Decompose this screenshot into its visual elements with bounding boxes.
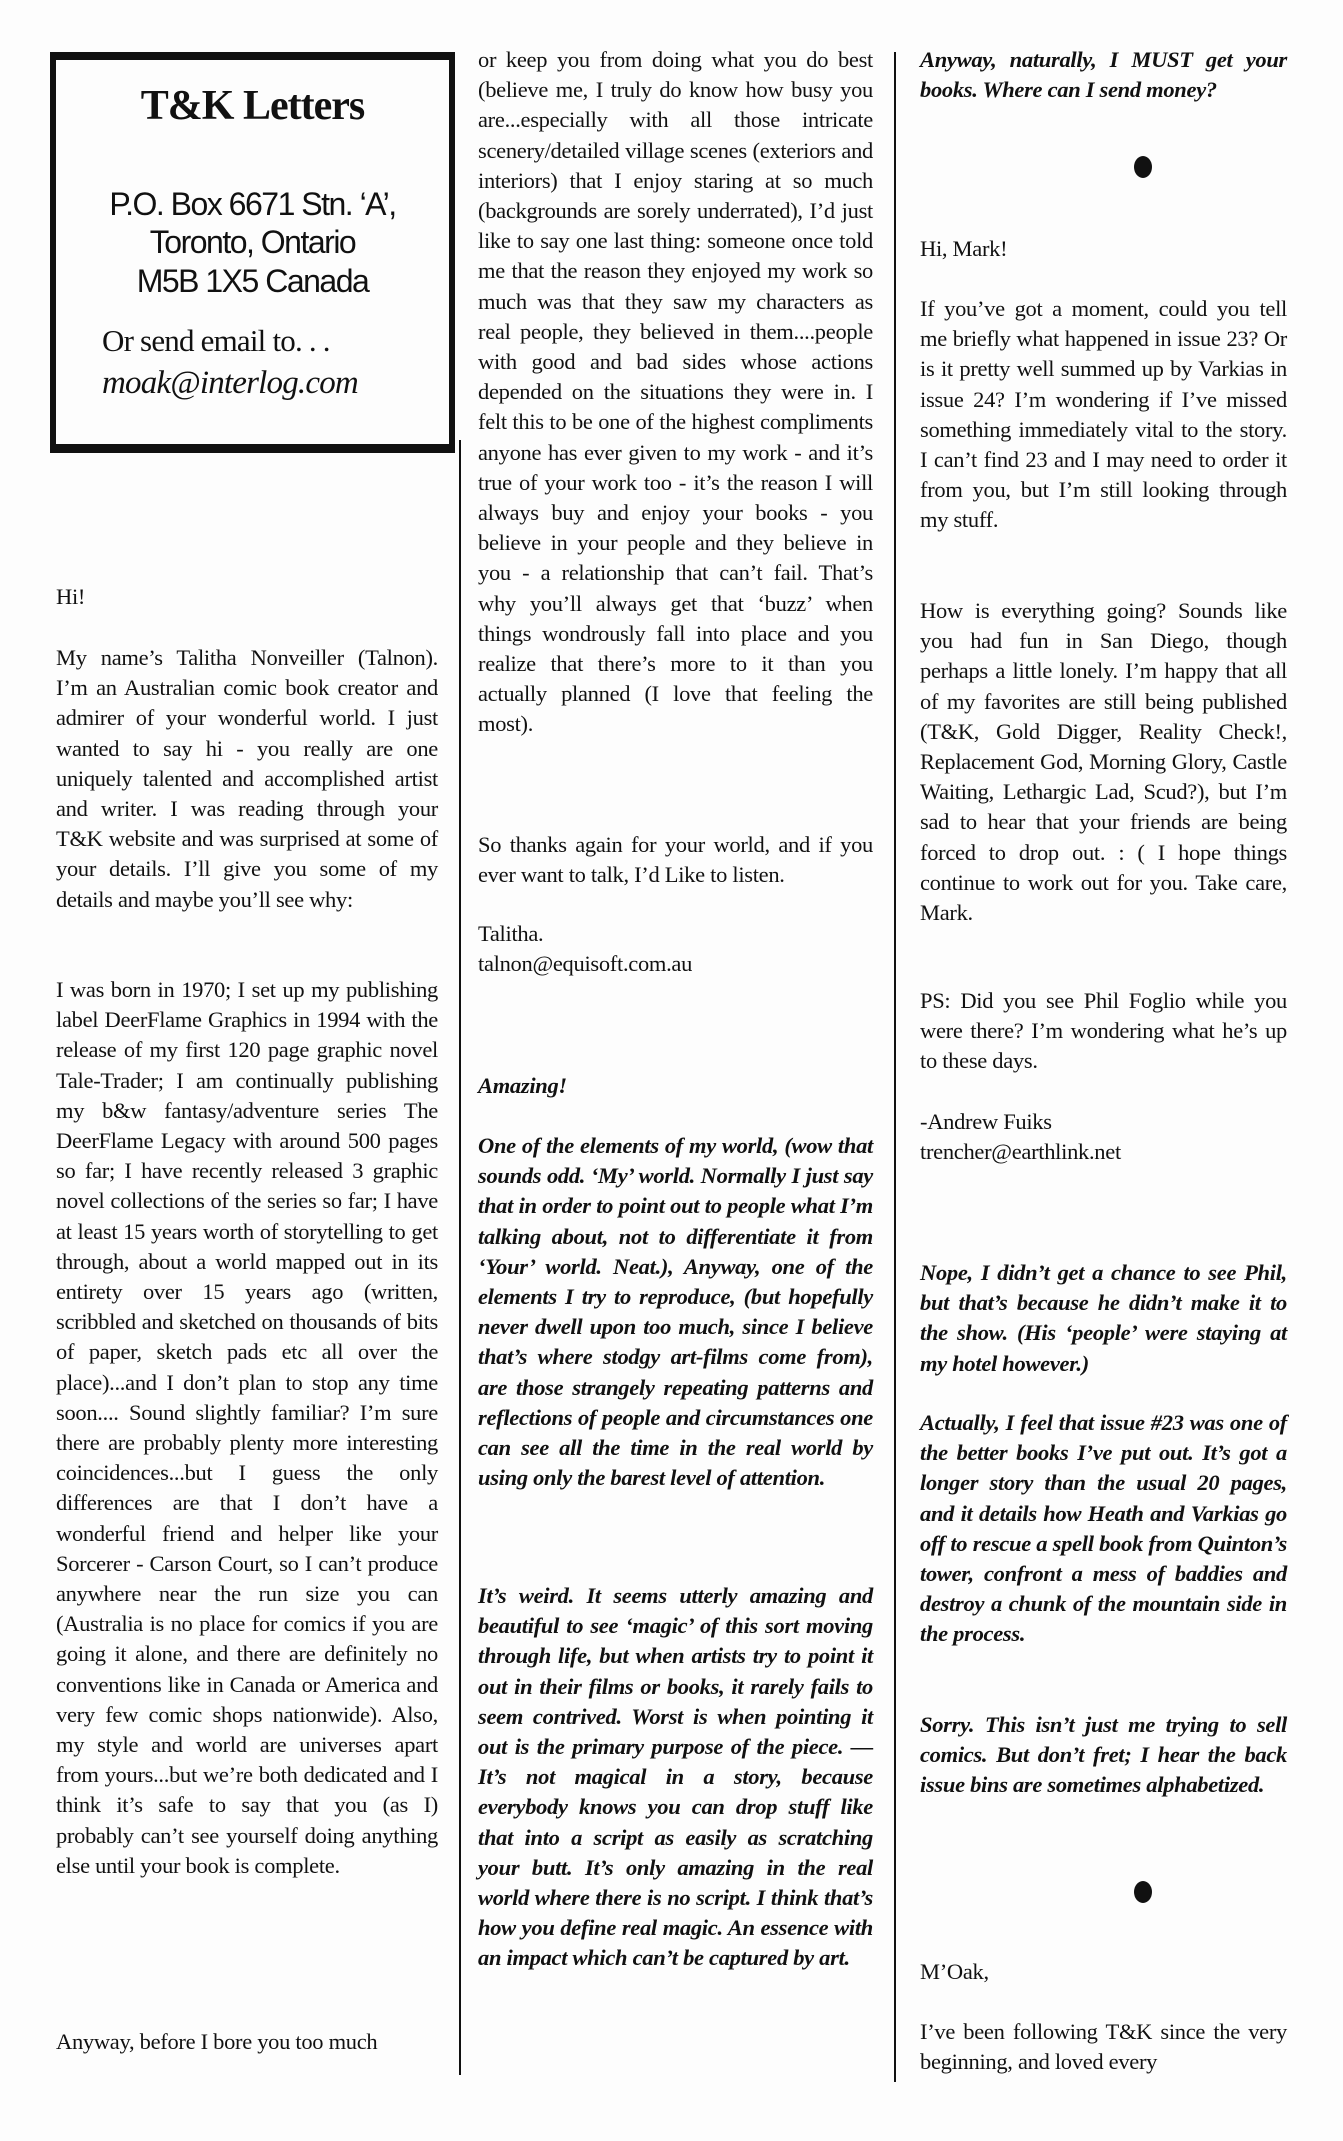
address-box <box>50 52 455 453</box>
reply-paragraph: Nope, I didn’t get a chance to see Phil, but that’s because he didn’t make it to the show. (His ‘people’ were staying at my hotel however.) <box>920 1260 1287 1376</box>
letter-paragraph: If you’ve got a moment, could you tell me briefly what happened in issue 23? Or is it pretty well summed up by Varkias in issue 24? I’m wondering if I’ve missed something immediately vital to the story. I can’t find 23 and I may need to order it from you, but I’m still looking through my stuff. <box>920 296 1287 533</box>
reply-paragraph: Actually, I feel that issue #23 was one of the better books I’ve put out. It’s got a longer story than the usual 20 pages, and it details how Heath and Varkias go off to rescue a spell book from Quinton’s tower, confront a mess of baddies and destroy a chunk of the mountain side in the process. <box>920 1410 1287 1647</box>
letter-paragraph: I was born in 1970; I set up my publishing label DeerFlame Graphics in 1994 with the release of my first 120 page graphic novel Tale-Trader; I am continually publishing my b&w fantasy/adventure series The DeerFlame Legacy with around 500 pages so far; I have recently released 3 graphic novel collections of the series so far; I have at least 15 years worth of storytelling to get through, about a world mapped out in its entirety over 15 years ago (written, scribbled and sketched on thousands of bits of paper, sketch pads etc all over the place)...and I don’t plan to stop any time soon.... Sound slightly familiar? I’m sure there are probably plenty more interesting coincidences...but I guess the only differences are that I don’t have a wonderful friend and helper like your Sorcerer - Carson Court, so I can’t produce anywhere near the run size you can (Australia is no place for comics if you are going it alone, and there are definitely no conventions like in Canada or America and very few comic shops nationwide). Also, my style and world are universes apart from yours...but we’re both dedicated and I think it’s safe to say that you (as I) probably can’t see yourself doing anything else until your book is complete. <box>56 977 438 1878</box>
email-prompt: Or send email to. . . <box>102 323 330 358</box>
letter-paragraph: How is everything going? Sounds like you had fun in San Diego, though perhaps a little lonely. I’m happy that all of my favorites are still being published (T&K, Gold Digger, Reality Check!, Replacement God, Morning Glory, Castle Waiting, Lethargic Lad, Scud?), but I’m sad to hear that your friends are being forced to drop out. : ( I hope things continue to work out for you. Take care, Mark. <box>920 598 1287 926</box>
address-line: P.O. Box 6671 Stn. ‘A’, <box>109 186 396 222</box>
letter-paragraph: My name’s Talitha Nonveiller (Talnon). I’m an Australian comic book creator and admirer of your wonderful world. I just wanted to say hi - you really are one uniquely talented and accomplished artist and writer. I was reading through your T&K website and was surprised at some of your details. I’ll give you some of my details and maybe you’ll see why: <box>56 645 438 912</box>
reply-paragraph: Sorry. This isn’t just me trying to sell comics. But don’t fret; I hear the back issue bins are sometimes alphabetized. <box>920 1712 1287 1798</box>
reply-paragraph: One of the elements of my world, (wow that sounds odd. ‘My’ world. Normally I just say that in order to point out to people what I’m talking about, not to differentiate it from ‘Your’ world. Neat.), Anyway, one of the elements I try to reproduce, (but hopefully never dwell upon too much, since I believe that’s where stodgy art-films come from), are those strangely repeating patterns and reflections of people and circumstances one can see all the time in the real world by using only the barest level of attention. <box>478 1133 873 1491</box>
column-divider <box>459 440 461 2075</box>
separator-bullet-icon <box>1134 1881 1152 1903</box>
letter-greeting: Hi! <box>56 584 86 609</box>
letter-paragraph: I’ve been following T&K since the very beginning, and loved every <box>920 2019 1287 2075</box>
letter-greeting: Hi, Mark! <box>920 236 1008 261</box>
page-title: T&K Letters <box>140 83 365 129</box>
letter-email[interactable]: trencher@earthlink.net <box>920 1139 1121 1164</box>
letter-signature: Talitha. <box>478 921 544 946</box>
contact-email[interactable]: moak@interlog.com <box>102 365 358 401</box>
letter-paragraph: So thanks again for your world, and if you ever want to talk, I’d Like to listen. <box>478 832 873 888</box>
reply-paragraph: It’s weird. It seems utterly amazing and beautiful to see ‘magic’ of this sort moving through life, but when artists try to point it out in their films or books, it rarely fails to seem contrived. Worst is when pointing it out is the primary purpose of the piece. —It’s not magical in a story, because everybody knows you can drop stuff like that into a script as easily as scratching your butt. It’s only amazing in the real world where there is no script. I think that’s how you define real magic. An essence with an impact which can’t be captured by art. <box>478 1583 873 1971</box>
letter-email[interactable]: talnon@equisoft.com.au <box>478 951 693 976</box>
letter-greeting: M’Oak, <box>920 1959 989 1984</box>
letter-paragraph: PS: Did you see Phil Foglio while you were there? I’m wondering what he’s up to these days. <box>920 988 1287 1074</box>
address-line: M5B 1X5 Canada <box>136 263 369 299</box>
column-divider <box>894 52 896 2082</box>
letter-paragraph: Anyway, naturally, I MUST get your books. Where can I send money? <box>920 47 1287 103</box>
reply-heading: Amazing! <box>478 1073 567 1098</box>
address-line: Toronto, Ontario <box>149 224 356 260</box>
letter-signature: -Andrew Fuiks <box>920 1109 1052 1134</box>
letter-paragraph: Anyway, before I bore you too much <box>56 2029 378 2054</box>
letter-paragraph: or keep you from doing what you do best (believe me, I truly do know how busy you are...especially with all those intricate scenery/detailed village scenes (exteriors and interiors) that I enjoy staring at so much (backgrounds are sorely underrated), I’d just like to say one last thing: someone once told me that the reason they enjoyed my work so much was that they saw my characters as real people, they believed in them....people with good and bad sides whose actions depended on the situations they were in. I felt this to be one of the highest compliments anyone has ever given to my work - and it’s true of your work too - it’s the reason I will always buy and enjoy your books - you believe in your people and they believe in you - a relationship that can’t fail. That’s why you’ll always get that ‘buzz’ when things wondrously fall into place and you realize that there’s more to it than you actually planned (I love that feeling the most). <box>478 47 873 737</box>
separator-bullet-icon <box>1134 156 1152 178</box>
